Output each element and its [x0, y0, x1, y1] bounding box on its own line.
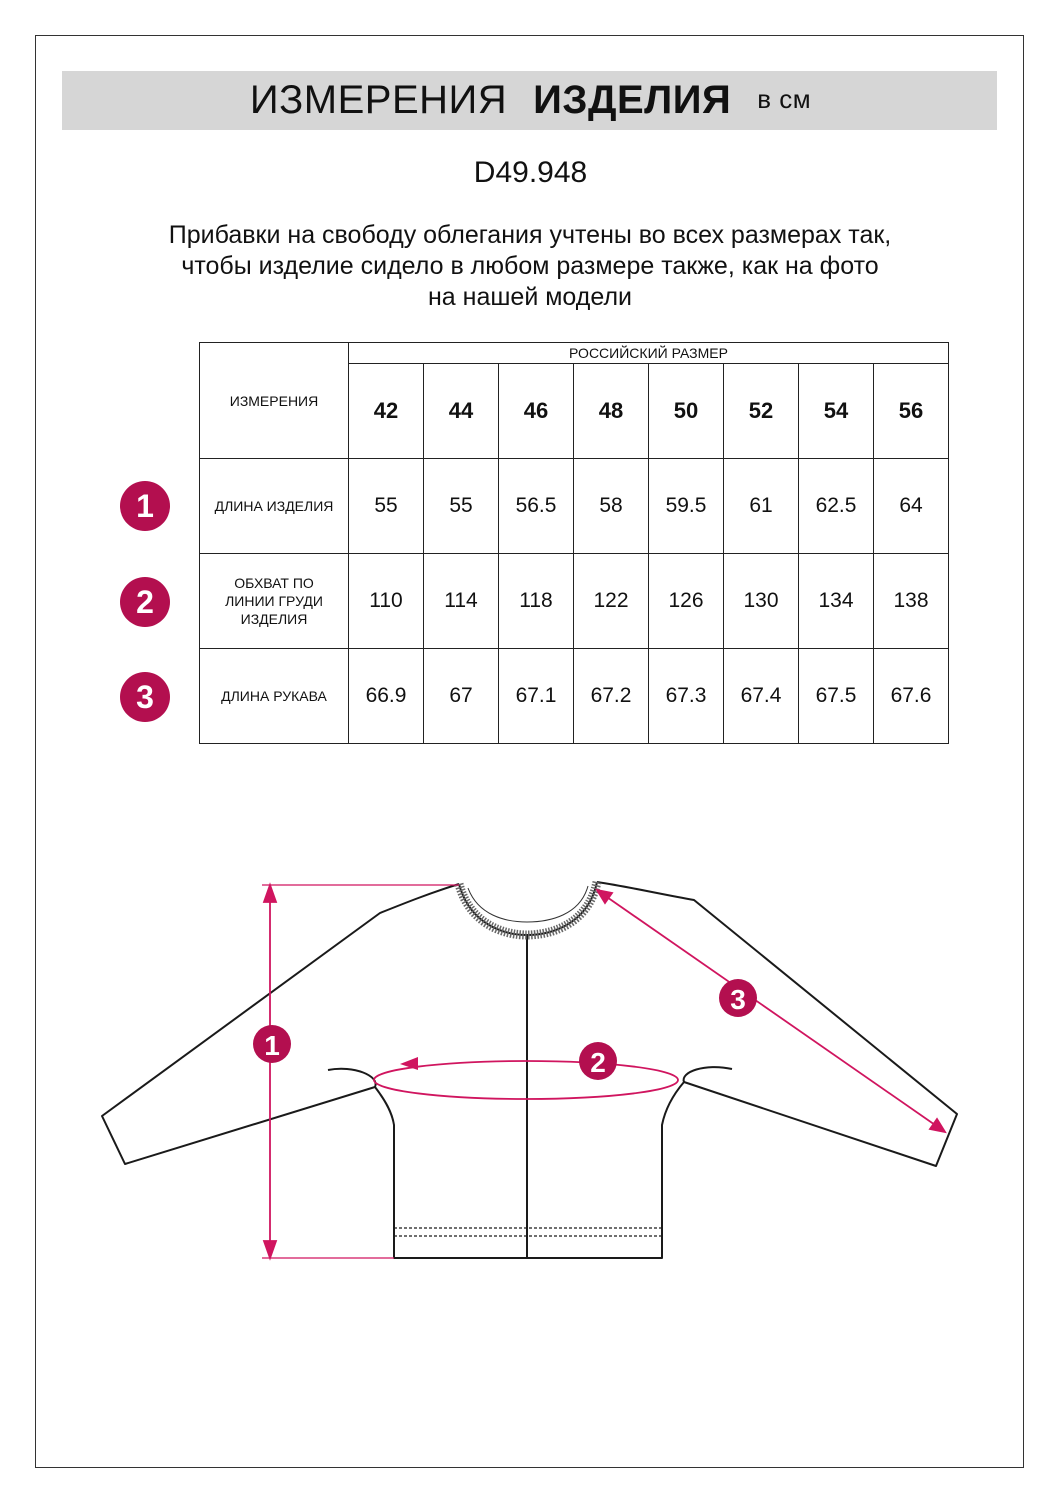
neck-rib: [459, 882, 597, 935]
table-row: [200, 554, 949, 649]
table-cell: 110: [349, 554, 424, 649]
size-table: [199, 342, 949, 744]
table-cell: 67.3: [649, 649, 724, 744]
table-cell: 134: [799, 554, 874, 649]
size-cell: 56: [874, 364, 949, 459]
table-cell: 130: [724, 554, 799, 649]
table-cell: 67.5: [799, 649, 874, 744]
table-cell: 67.4: [724, 649, 799, 744]
title-regular: ИЗМЕРЕНИЯ: [249, 78, 508, 122]
table-cell: 56.5: [499, 459, 574, 554]
table-row: [200, 459, 949, 554]
table-cell: 55: [349, 459, 424, 554]
diagram-marker-2: [579, 1042, 617, 1080]
title-unit: в см: [757, 84, 812, 114]
svg-text:1: 1: [264, 1030, 280, 1061]
diagram-marker-1: [253, 1025, 291, 1063]
fit-note: [90, 220, 970, 313]
table-cell: 64: [874, 459, 949, 554]
model-code: D49.948: [473, 156, 588, 189]
table-cell: 122: [574, 554, 649, 649]
table-cell: 61: [724, 459, 799, 554]
table-cell: 126: [649, 554, 724, 649]
fit-note-line: чтобы изделие сидело в любом размере также, как на фото: [181, 252, 879, 280]
table-row: [200, 649, 949, 744]
table-header-row: [200, 343, 949, 364]
svg-text:2: 2: [590, 1047, 606, 1078]
table-cell: 114: [424, 554, 499, 649]
table-cell: 67.1: [499, 649, 574, 744]
size-cell: 52: [724, 364, 799, 459]
row-badge-2: 2: [120, 577, 170, 627]
measure-header: ИЗМЕРЕНИЯ: [200, 343, 349, 459]
row-name: ОБХВАТ ПО ЛИНИИ ГРУДИ ИЗДЕЛИЯ: [200, 554, 349, 649]
row-name: ДЛИНА РУКАВА: [200, 649, 349, 744]
table-cell: 67.2: [574, 649, 649, 744]
size-cell: 54: [799, 364, 874, 459]
table-cell: 62.5: [799, 459, 874, 554]
size-cell: 44: [424, 364, 499, 459]
table-cell: 66.9: [349, 649, 424, 744]
page-title: [0, 71, 1061, 130]
size-cell: 42: [349, 364, 424, 459]
table-cell: 67: [424, 649, 499, 744]
title-bold: ИЗДЕЛИЯ: [533, 78, 732, 122]
table-cell: 58: [574, 459, 649, 554]
row-name: ДЛИНА ИЗДЕЛИЯ: [200, 459, 349, 554]
table-cell: 55: [424, 459, 499, 554]
garment-diagram: [0, 860, 1061, 1280]
row-badge-1: 1: [120, 481, 170, 531]
svg-text:3: 3: [730, 984, 746, 1015]
size-cell: 50: [649, 364, 724, 459]
fit-note-line: Прибавки на свободу облегания учтены во всех размерах так,: [168, 221, 892, 249]
fit-note-line: на нашей модели: [428, 283, 632, 311]
size-cell: 48: [574, 364, 649, 459]
sleeve-measure-line: [597, 890, 945, 1132]
table-cell: 59.5: [649, 459, 724, 554]
size-cell: 46: [499, 364, 574, 459]
size-group-header: РОССИЙСКИЙ РАЗМЕР: [349, 343, 949, 364]
table-cell: 118: [499, 554, 574, 649]
diagram-marker-3: [719, 979, 757, 1017]
row-badge-3: 3: [120, 672, 170, 722]
table-cell: 138: [874, 554, 949, 649]
table-cell: 67.6: [874, 649, 949, 744]
